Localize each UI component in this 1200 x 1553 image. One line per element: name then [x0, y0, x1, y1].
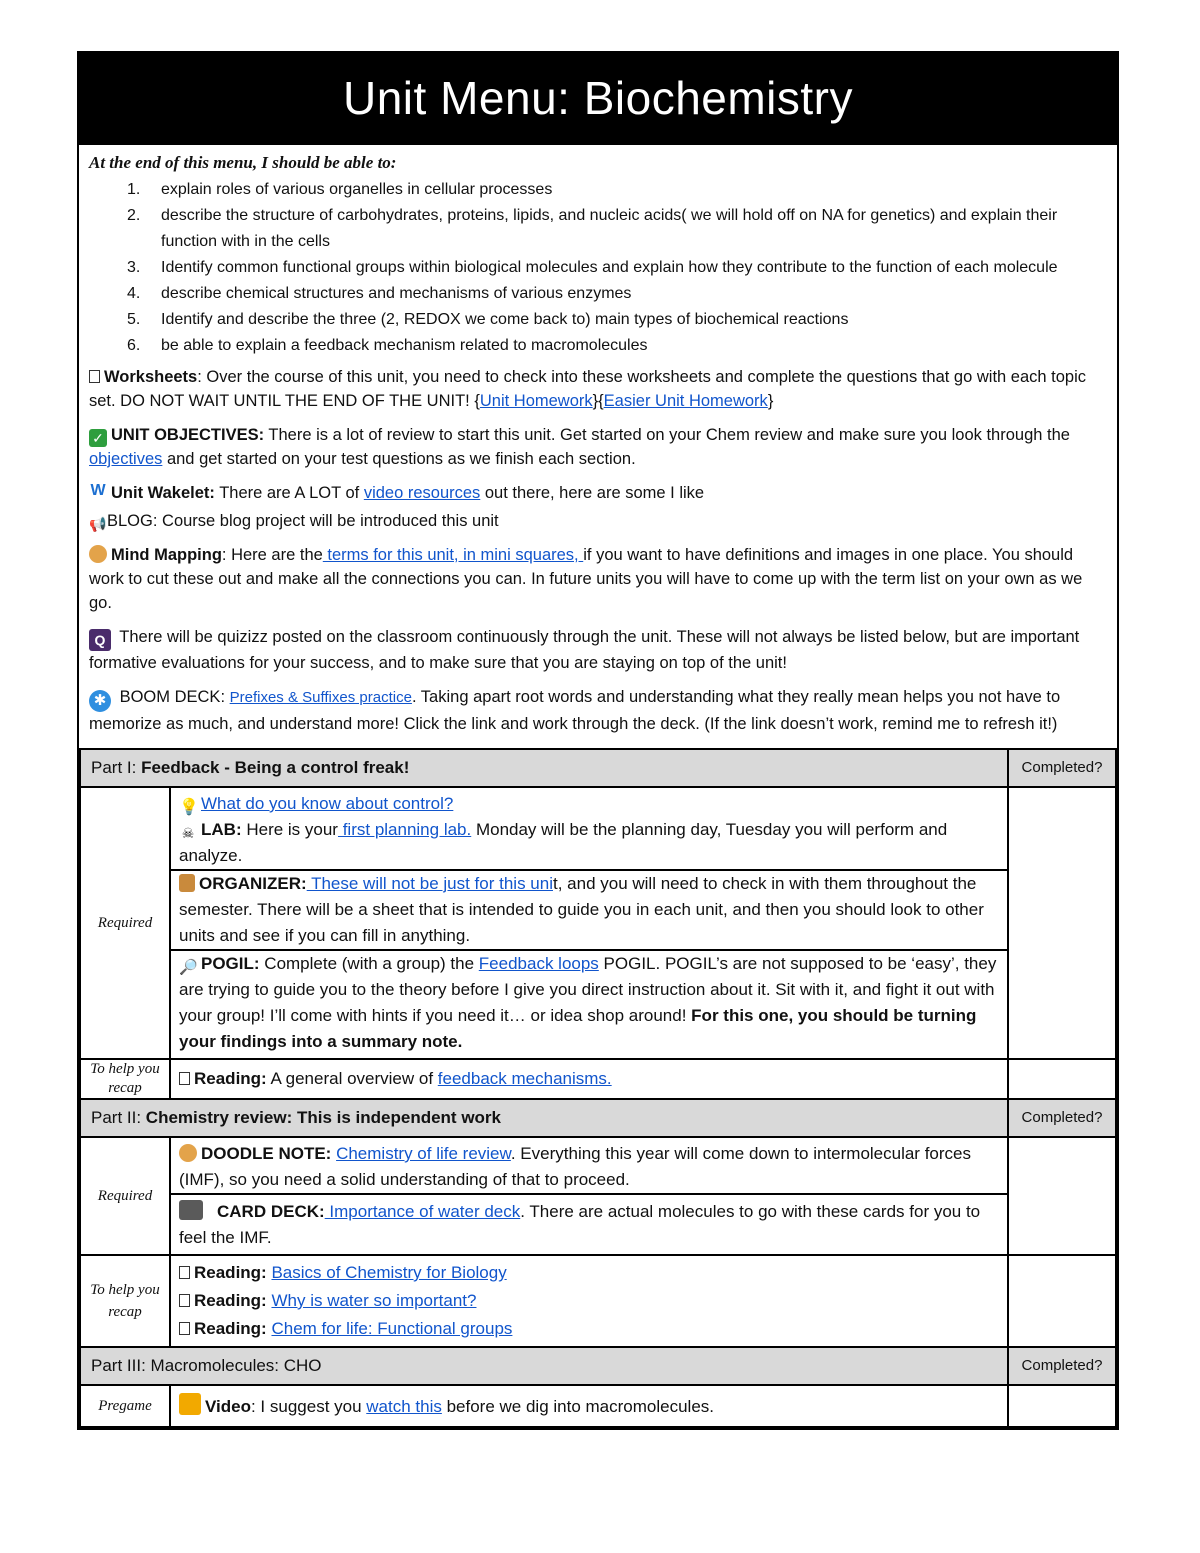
completed-cell[interactable] — [1008, 1255, 1116, 1347]
chemistry-of-life-link[interactable]: Chemistry of life review — [336, 1144, 511, 1163]
part-2-recap-row — [80, 1255, 1116, 1347]
objective-item: 2. describe the structure of carbohydrates, proteins, lipids, and nucleic acids( we will hold off on NA for genetics) and explain their function with in the cells — [127, 207, 1058, 250]
functional-groups-link[interactable]: Chem for life: Functional groups — [271, 1319, 513, 1338]
recap-label: To help you recap — [80, 1255, 170, 1347]
basics-chemistry-link[interactable]: Basics of Chemistry for Biology — [271, 1263, 507, 1282]
wakelet-icon: W — [90, 482, 106, 499]
worksheets-paragraph: Worksheets: Over the course of this unit, you need to check into these worksheets and complete the questions that go with each topic set. DO NOT WAIT UNTIL THE END OF THE UNIT! {Unit Homework}{Easier Unit Homework} — [89, 368, 1087, 410]
boom-deck-icon: ✱ — [89, 690, 111, 712]
magnifier-icon: 🔎 — [179, 959, 198, 976]
terms-link[interactable]: terms for this unit, in mini squares, — [322, 546, 584, 564]
video-camera-icon — [179, 1393, 201, 1415]
objective-item: 1. explain roles of various organelles in cellular processes — [127, 181, 553, 198]
quizizz-paragraph: Q There will be quizizz posted on the classroom continuously through the unit. These will not always be listed below, but are important formative evaluations for your success, and to make sure that you are staying on top of the unit! — [89, 628, 1080, 672]
easier-homework-link[interactable]: Easier Unit Homework — [603, 392, 768, 410]
unit-homework-link[interactable]: Unit Homework — [479, 392, 593, 410]
control-item — [179, 791, 999, 817]
checkbox-icon — [179, 1322, 190, 1335]
clipboard-icon — [179, 874, 195, 892]
water-deck-link[interactable]: Importance of water deck — [324, 1202, 521, 1221]
part-3-title: Macromolecules: CHO — [150, 1356, 322, 1375]
check-mark-icon: ✓ — [89, 429, 107, 447]
organizer-link[interactable]: These will not be just for this uni — [306, 874, 553, 893]
reading-item: Reading: Why is water so important? — [179, 1287, 999, 1315]
video-resources-link[interactable]: video resources — [363, 484, 481, 502]
part-3-header: Part III: Macromolecules: CHO Completed? — [80, 1347, 1116, 1385]
quizizz-icon: Q — [89, 629, 111, 651]
pogil-item: 🔎 POGIL: Complete (with a group) the Feedback loops POGIL. POGIL’s are not supposed to be ‘easy’, they are trying to guide you to the theory before I give you direct instruction about it. Sit with it, and fight it out with your group! I’ll come with hints if you need it… or idea shop around! For this one, you should be turning your findings into a summary note. — [171, 949, 1007, 1055]
mind-mapping-paragraph: Mind Mapping: Here are the terms for this unit, in mini squares, if you want to have definitions and images in one place. You should work to cut these out and make all the connections you can. In future units you will have to come up with the term list on your own as we go. — [89, 546, 1083, 612]
card-deck-item: CARD DECK: Importance of water deck. There are actual molecules to go with these cards for you to feel the IMF. — [171, 1193, 1007, 1251]
checkbox-icon — [179, 1072, 190, 1085]
planning-lab-link[interactable]: first planning lab. — [337, 820, 472, 839]
doodle-note-item: DOODLE NOTE: Chemistry of life review. Everything this year will come down to intermolecular forces (IMF), so you need a solid understanding of that to proceed. — [179, 1144, 971, 1189]
reading-item: Reading: Chem for life: Functional groups — [179, 1315, 999, 1343]
part-3-pregame-row — [80, 1385, 1116, 1427]
part-1-recap-row — [80, 1059, 1116, 1099]
part-1-header: Part I: Feedback - Being a control freak! Completed? — [80, 749, 1116, 787]
unit-objectives-paragraph: ✓ UNIT OBJECTIVES: There is a lot of review to start this unit. Get started on your Chem review and make sure you look through the objectives and get started on your test questions as we finish each section. — [89, 426, 1070, 468]
required-label: Required — [80, 787, 170, 1059]
checkbox-icon — [89, 370, 100, 383]
completed-cell[interactable] — [1008, 1385, 1116, 1427]
completed-cell[interactable] — [1008, 1137, 1116, 1255]
objective-item: 4. describe chemical structures and mechanisms of various enzymes — [127, 285, 632, 302]
feedback-loops-link[interactable]: Feedback loops — [478, 954, 599, 973]
palette-icon — [89, 545, 107, 563]
megaphone-icon: 📢 — [89, 516, 107, 532]
completed-header: Completed? — [1008, 1347, 1116, 1385]
boom-deck-paragraph: ✱ BOOM DECK: Prefixes & Suffixes practice. Taking apart root words and understanding what they really mean helps you not have to memorize as much, and understand more! Click the link and work through the deck. (If the link doesn’t work, remind me to refresh it!) — [89, 688, 1061, 733]
checkbox-icon — [179, 1294, 190, 1307]
completed-header: Completed? — [1008, 749, 1116, 787]
completed-cell[interactable] — [1008, 787, 1116, 1059]
part-1-required-row — [80, 787, 1116, 1059]
skull-icon: ☠ — [181, 825, 195, 841]
required-label: Required — [80, 1137, 170, 1255]
reading-item: Reading: A general overview of feedback mechanisms. — [170, 1059, 1008, 1099]
parts-table — [79, 748, 1117, 1428]
intro-heading: At the end of this menu, I should be able to: — [89, 153, 397, 172]
prefixes-suffixes-link[interactable]: Prefixes & Suffixes practice — [229, 689, 412, 706]
part-1-title: Feedback - Being a control freak! — [141, 758, 410, 777]
recap-label: To help you recap — [80, 1059, 170, 1099]
completed-header: Completed? — [1008, 1099, 1116, 1137]
card-box-icon — [179, 1200, 203, 1220]
objective-item: 6. be able to explain a feedback mechanism related to macromolecules — [127, 337, 648, 354]
watch-this-link[interactable]: watch this — [366, 1396, 442, 1416]
completed-cell[interactable] — [1008, 1059, 1116, 1099]
objective-item: 5. Identify and describe the three (2, REDOX we come back to) main types of biochemical reactions — [127, 311, 849, 328]
blog-paragraph: 📢BLOG: Course blog project will be introduced this unit — [89, 512, 499, 532]
pregame-label: Pregame — [80, 1385, 170, 1427]
part-2-title: Chemistry review: This is independent work — [145, 1108, 501, 1127]
reading-item: Reading: Basics of Chemistry for Biology — [179, 1259, 999, 1287]
organizer-item: ORGANIZER: These will not be just for this unit, and you will need to check in with them throughout the semester. There will be a sheet that is intended to guide you in each unit, and then you should look to other units and see if you can fill in anything. — [171, 869, 1007, 949]
lab-item: ☠ LAB: Here is your first planning lab. Monday will be the planning day, Tuesday you will perform and analyze. — [179, 820, 948, 865]
control-link[interactable]: What do you know about control? — [201, 794, 454, 813]
objective-item: 3. Identify common functional groups within biological molecules and explain how they contribute to the function of each molecule — [127, 259, 1058, 276]
wakelet-paragraph: W Unit Wakelet: There are A LOT of video resources out there, here are some I like — [90, 482, 705, 502]
page-title: Unit Menu: Biochemistry — [79, 53, 1117, 143]
intro-section — [79, 143, 1117, 748]
part-2-required-row — [80, 1137, 1116, 1255]
objectives-link[interactable]: objectives — [89, 450, 163, 468]
video-item: Video: I suggest you watch this before we dig into macromolecules. — [170, 1385, 1008, 1427]
objective-list — [89, 177, 1107, 359]
unit-menu-page — [77, 51, 1119, 1430]
water-important-link[interactable]: Why is water so important? — [271, 1291, 477, 1310]
palette-icon — [179, 1144, 197, 1162]
lightbulb-icon: 💡 — [179, 799, 199, 816]
checkbox-icon — [179, 1266, 190, 1279]
feedback-mechanisms-link[interactable]: feedback mechanisms. — [437, 1069, 612, 1088]
part-2-header: Part II: Chemistry review: This is independent work Completed? — [80, 1099, 1116, 1137]
